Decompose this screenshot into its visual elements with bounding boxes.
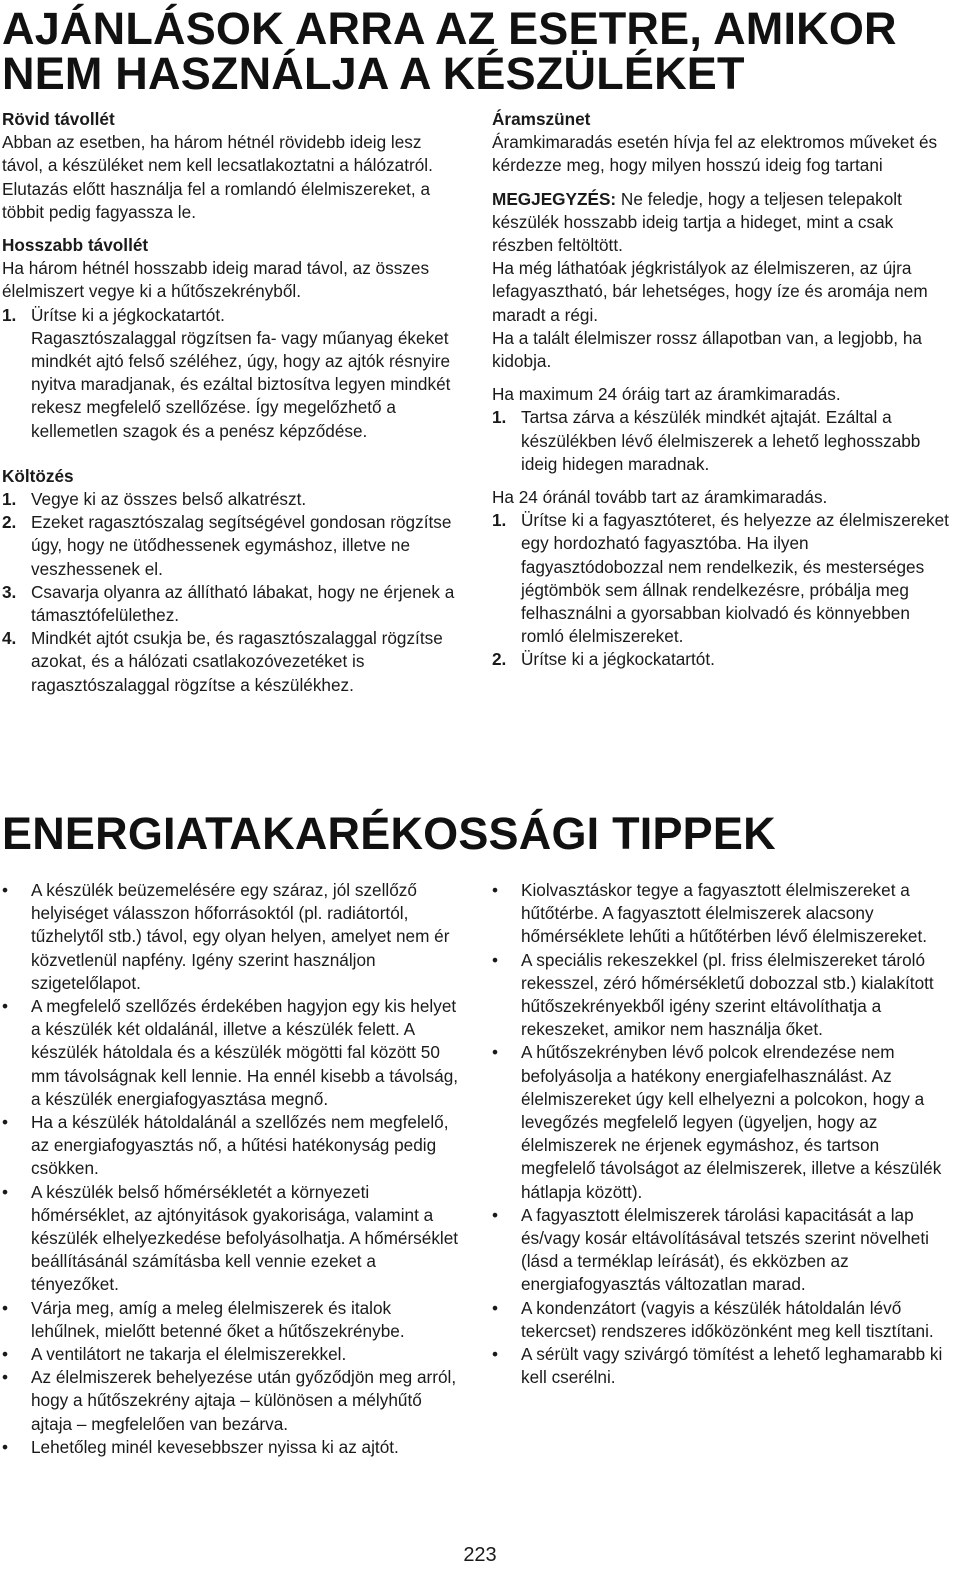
tip-text: A fagyasztott élelmiszerek tárolási kapacitását a lap és/vagy kosár eltávolításával tetszés szerint növelheti (lásd a terméklap leírását), és ekközben az energiafogyasztás változatlan marad.	[521, 1204, 929, 1295]
tips-right-column	[492, 879, 954, 1389]
bullet-icon: •	[2, 1436, 9, 1457]
bullet-icon: •	[492, 1344, 499, 1365]
step-number: 1.	[2, 304, 17, 325]
list-item	[2, 1436, 464, 1459]
list-item	[492, 949, 954, 1042]
list-item	[492, 879, 954, 949]
step-number: 2.	[492, 649, 507, 670]
tip-text: Kiolvasztáskor tegye a fagyasztott élelmiszereket a hűtőtérbe. A fagyasztott élelmiszerek alacsony hőmérséklete lehűti a hűtőtérben lévő élelmiszereket.	[521, 880, 928, 947]
step-number: 4.	[2, 628, 17, 649]
bullet-icon: •	[2, 1181, 9, 1202]
case-24h-steps	[492, 406, 954, 476]
section-title-energy-tips: ENERGIATAKARÉKOSSÁGI TIPPEK	[2, 808, 776, 859]
tips-right-list	[492, 879, 954, 1389]
step-number: 1.	[2, 489, 17, 510]
tip-text: Várja meg, amíg a meleg élelmiszerek és italok lehűlnek, mielőtt betenné őket a hűtőszekrénybe.	[31, 1297, 405, 1341]
power-outage-heading: Áramszünet	[492, 109, 591, 129]
step-number: 1.	[492, 407, 507, 428]
step-text: Ürítse ki a fagyasztóteret, és helyezze az élelmiszereket egy hordozható fagyasztóba. Ha ilyen fagyasztódobozzal nem rendelkezik, és mesterséges jégtömbök sem állnak rendelkezésre, próbálja meg felhasználni a gyorsabban kiolvadó és könnyebben romló élelmiszereket.	[521, 510, 949, 647]
tip-text: A ventilátort ne takarja el élelmiszerekkel.	[31, 1344, 347, 1365]
power-outage-note	[492, 188, 954, 258]
page-number: 223	[463, 1544, 497, 1566]
case-24h-heading: Ha maximum 24 óráig tart az áramkimaradás.	[492, 384, 841, 405]
title-line-2: NEM HASZNÁLJA A KÉSZÜLÉKET	[2, 48, 745, 99]
tips-left-list	[2, 879, 464, 1459]
step-number: 2.	[2, 512, 17, 533]
tip-text: A készülék belső hőmérsékletét a környezeti hőmérséklet, az ajtónyitások gyakorisága, valamint a készülék elhelyezkedése befolyásolhatja. A hőmérséklet beállításánál számításba kell vennie ezeket a tényezőket.	[31, 1181, 459, 1295]
long-absence-text: Ha három hétnél hosszabb ideig marad távol, az összes élelmiszert vegye ki a hűtőszekrényből.	[2, 258, 430, 302]
moving-steps	[2, 488, 462, 697]
case-over-24h-steps	[492, 509, 954, 671]
list-item	[2, 511, 462, 581]
power-outage-para-3: Ha a talált élelmiszer rossz állapotban van, a legjobb, ha kidobja.	[492, 327, 922, 372]
note-text: Ne feledje, hogy a teljesen telepakolt készülék hosszabb ideig tartja a hideget, mint a csak részben feltöltött.	[492, 188, 902, 256]
tips-left-column	[2, 879, 464, 1459]
bullet-icon: •	[2, 1297, 9, 1318]
left-column-top	[2, 108, 462, 697]
power-outage-text: Áramkimaradás esetén hívja fel az elektromos műveket és kérdezze meg, hogy milyen hosszú ideig fog tartani	[492, 132, 938, 176]
list-item	[2, 1181, 464, 1297]
tip-text: Lehetőleg minél kevesebbszer nyissa ki az ajtót.	[31, 1436, 399, 1457]
tip-text: A megfelelő szellőzés érdekében hagyjon egy kis helyet a készülék két oldalánál, illetve a készülék felett. A készülék hátoldala és a készülék mögötti fal között 50 mm távolságnak kell lennie. Ha ennél kisebb a távolság, a készülék energiafogyasztása megnő.	[31, 996, 459, 1109]
list-item	[492, 406, 954, 476]
moving-heading: Költözés	[2, 465, 74, 486]
tip-text: A hűtőszekrényben lévő polcok elrendezése nem befolyásolja a hatékony energiafelhasználást. Az élelmiszereket úgy kell elhelyezni a polcokon, hogy a levegőzés megfelelő legyen (ügyeljen, hogy az élelmiszerek ne érjenek egymáshoz, és tartson megfelelő távolságot az élelmiszerek, illetve a készülék hátlapja között).	[521, 1042, 942, 1202]
tip-text: Az élelmiszerek behelyezése után győződjön meg arról, hogy a hűtőszekrény ajtaja – különösen a mélyhűtő ajtaja – megfelelően van bezárva.	[31, 1367, 457, 1434]
step-text: Ürítse ki a jégkockatartót.	[521, 649, 715, 670]
title-line-1: AJÁNLÁSOK ARRA AZ ESETRE, AMIKOR	[2, 3, 897, 54]
step-text: Mindkét ajtót csukja be, és ragasztószalaggal rögzítse azokat, és a hálózati csatlakozóvezetéket is ragasztószalaggal rögzítse a készülékhez.	[31, 628, 443, 695]
short-absence-heading: Rövid távollét	[2, 109, 115, 129]
list-item	[492, 1297, 954, 1343]
list-item	[2, 995, 464, 1111]
step-text: Csavarja olyanra az állítható lábakat, hogy ne érjenek a támasztófelülethez.	[31, 581, 455, 626]
list-item	[492, 1343, 954, 1389]
list-item	[2, 1111, 464, 1181]
list-item	[2, 488, 462, 511]
step-number: 1.	[492, 510, 507, 531]
bullet-icon: •	[492, 1204, 499, 1225]
list-item	[492, 509, 954, 648]
step-text: Ezeket ragasztószalag segítségével gondosan rögzítse úgy, hogy ne ütődhessenek egymáshoz, illetve ne veszhessenek el.	[31, 512, 452, 579]
bullet-icon: •	[492, 880, 499, 900]
bullet-icon: •	[2, 1367, 9, 1388]
step-text: Vegye ki az összes belső alkatrészt.	[31, 489, 307, 510]
list-item	[492, 648, 954, 671]
list-item	[492, 1204, 954, 1297]
list-item	[2, 304, 462, 327]
tip-text: A kondenzátort (vagyis a készülék hátoldalán lévő tekercset) rendszeres időközönként meg kell tisztítani.	[521, 1297, 934, 1341]
list-item	[492, 1041, 954, 1203]
list-item	[2, 1297, 464, 1343]
long-absence-note: Ragasztószalaggal rögzítsen fa- vagy műanyag ékeket mindkét ajtó felső széléhez, úgy, hogy az ajtók résnyire nyitva maradjanak, és ezáltal biztosítva legyen mindkét rekesz megfelelő szellőzése. Így megelőzhető a kellemetlen szagok és a penész képződése.	[31, 327, 451, 441]
bullet-icon: •	[492, 949, 499, 970]
note-label: MEGJEGYZÉS:	[492, 188, 617, 209]
step-text: Tartsa zárva a készülék mindkét ajtaját. Ezáltal a készülékben lévő élelmiszerek a lehető leghosszabb ideig hidegen maradnak.	[521, 407, 921, 474]
step-text: Ürítse ki a jégkockatartót.	[31, 304, 225, 325]
bullet-icon: •	[2, 1112, 9, 1133]
power-outage-para-2: Ha még láthatóak jégkristályok az élelmiszeren, az újra lefagyasztható, bár lehetséges, hogy íze és aromája nem maradt a régi.	[492, 258, 928, 325]
right-column-top	[492, 108, 954, 672]
long-absence-steps	[2, 304, 462, 327]
list-item	[2, 1343, 464, 1366]
tip-text: A sérült vagy szivárgó tömítést a lehető leghamarabb ki kell cserélni.	[521, 1344, 943, 1388]
case-over-24h-heading: Ha 24 óránál tovább tart az áramkimaradás.	[492, 487, 828, 508]
short-absence-text: Abban az esetben, ha három hétnél rövidebb ideig lesz távol, a készüléket nem kell lecsatlakoztatni a hálózatról. Elutazás előtt használja fel a romlandó élelmiszereket, a többit pedig fagyassza le.	[2, 132, 433, 222]
list-item	[2, 879, 464, 995]
step-number: 3.	[2, 581, 17, 602]
tip-text: A készülék beüzemelésére egy száraz, jól szellőző helyiséget válasszon hőforrásoktól (pl. radiátortól, tűzhelytől stb.) távol, egy olyan helyen, amelyet nem ér közvetlenül napfény. Igény szerint használjon szigetelőlapot.	[31, 880, 450, 993]
bullet-icon: •	[2, 880, 9, 900]
list-item	[2, 627, 462, 697]
bullet-icon: •	[2, 1344, 9, 1365]
tip-text: Ha a készülék hátoldalánál a szellőzés nem megfelelő, az energiafogyasztás nő, a hűtési hatékonyság pedig csökken.	[31, 1112, 449, 1179]
list-item	[2, 581, 462, 627]
list-item	[2, 1366, 464, 1436]
tip-text: A speciális rekeszekkel (pl. friss élelmiszereket tároló rekesszel, zéró hőmérsékletű dobozzal stb.) kialakított hűtőszekrényekből igény szerint eltávolíthatja a rekeszeket, amikor nem használja őket.	[521, 949, 934, 1040]
bullet-icon: •	[2, 996, 9, 1017]
section-title-recommendations	[2, 3, 897, 99]
bullet-icon: •	[492, 1042, 499, 1063]
bullet-icon: •	[492, 1297, 499, 1318]
long-absence-heading: Hosszabb távollét	[2, 235, 149, 256]
